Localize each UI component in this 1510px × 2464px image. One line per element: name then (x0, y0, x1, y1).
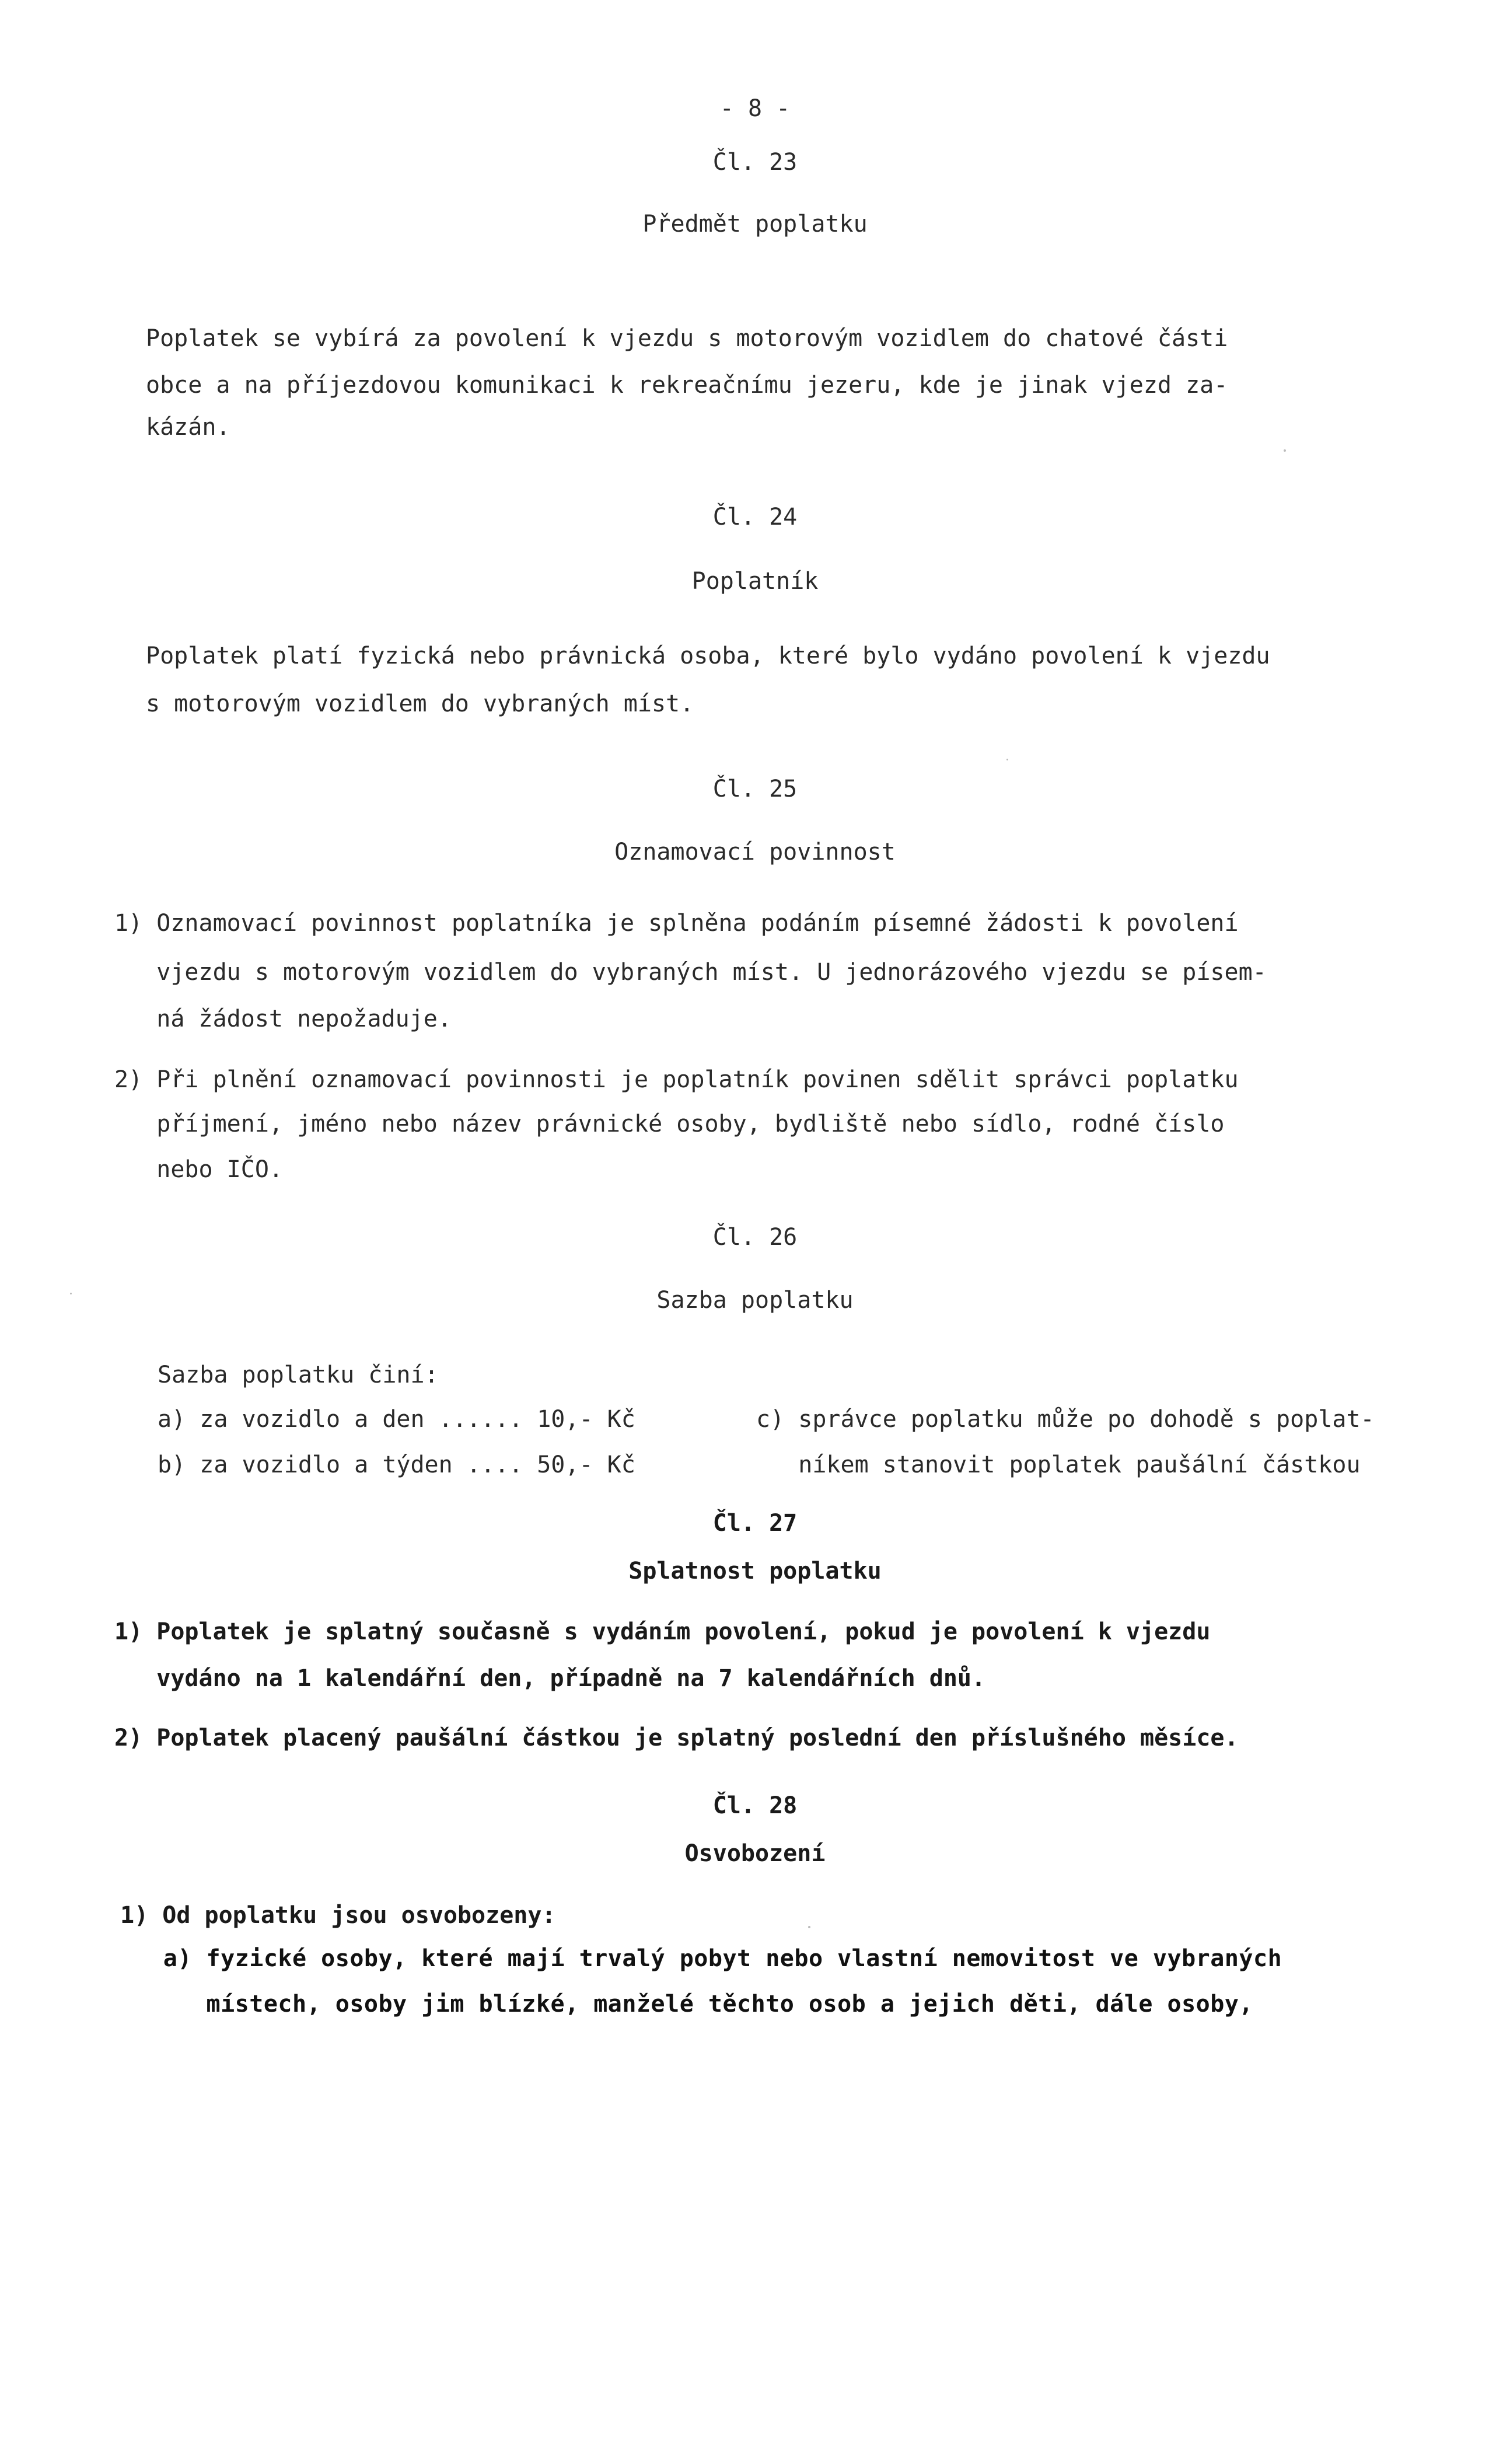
article-24-line-2: s motorovým vozidlem do vybraných míst. (146, 690, 694, 717)
scan-speck (1284, 449, 1286, 452)
article-25-line-3: ná žádost nepožaduje. (114, 1006, 452, 1032)
article-26-intro: Sazba poplatku činí: (158, 1362, 439, 1388)
article-26-rate-b: b) za vozidlo a týden .... 50,- Kč (158, 1451, 635, 1478)
article-25-title: Oznamovací povinnost (614, 839, 896, 865)
article-27-line-2: vydáno na 1 kalendářní den, případně na 7 kalendářních dnů. (114, 1665, 986, 1692)
article-24-line-1: Poplatek platí fyzická nebo právnická osoba, které bylo vydáno povolení k vjezdu (146, 643, 1270, 669)
article-24-title: Poplatník (691, 568, 819, 595)
scan-speck (808, 1926, 810, 1928)
article-26-rate-a: a) za vozidlo a den ...... 10,- Kč (158, 1406, 635, 1433)
article-26-rate-c-line-2: níkem stanovit poplatek paušální částkou (756, 1451, 1361, 1478)
article-26-rate-c-line-1: c) správce poplatku může po dohodě s poplat- (756, 1406, 1375, 1433)
scan-speck (1006, 759, 1008, 760)
article-24-number: Čl. 24 (712, 504, 798, 531)
article-27-line-3: 2) Poplatek placený paušální částkou je splatný poslední den příslušného měsíce. (114, 1725, 1239, 1751)
article-27-number: Čl. 27 (712, 1510, 798, 1537)
article-26-title: Sazba poplatku (656, 1287, 854, 1314)
article-28-line-3: místech, osoby jim blízké, manželé těchto osob a jejich děti, dále osoby, (120, 1991, 1253, 2018)
article-23-line-2: obce a na příjezdovou komunikaci k rekreačnímu jezeru, kde je jinak vjezd za- (146, 372, 1228, 399)
page-number: - 8 - (719, 95, 791, 122)
article-23-line-1: Poplatek se vybírá za povolení k vjezdu s motorovým vozidlem do chatové části (146, 325, 1228, 352)
article-28-number: Čl. 28 (712, 1792, 798, 1819)
article-26-number: Čl. 26 (712, 1224, 798, 1251)
article-23-number: Čl. 23 (712, 149, 798, 176)
article-25-line-6: nebo IČO. (114, 1156, 283, 1183)
article-25-line-5: příjmení, jméno nebo název právnické osoby, bydliště nebo sídlo, rodné číslo (114, 1111, 1225, 1137)
article-28-title: Osvobození (684, 1840, 826, 1867)
article-25-line-2: vjezdu s motorovým vozidlem do vybraných míst. U jednorázového vjezdu se písem- (114, 959, 1267, 986)
article-28-line-2: a) fyzické osoby, které mají trvalý pobyt nebo vlastní nemovitost ve vybraných (120, 1945, 1282, 1972)
article-28-line-1: 1) Od poplatku jsou osvobozeny: (120, 1902, 556, 1929)
article-23-title: Předmět poplatku (642, 211, 868, 238)
article-25-line-4: 2) Při plnění oznamovací povinnosti je poplatník povinen sdělit správci poplatku (114, 1066, 1239, 1093)
article-27-title: Splatnost poplatku (628, 1558, 882, 1585)
scan-speck (70, 1293, 72, 1294)
article-27-line-1: 1) Poplatek je splatný současně s vydáním povolení, pokud je povolení k vjezdu (114, 1618, 1211, 1645)
article-25-number: Čl. 25 (712, 776, 798, 802)
article-25-line-1: 1) Oznamovací povinnost poplatníka je splněna podáním písemné žádosti k povolení (114, 910, 1239, 937)
article-23-line-3: kázán. (146, 414, 230, 441)
